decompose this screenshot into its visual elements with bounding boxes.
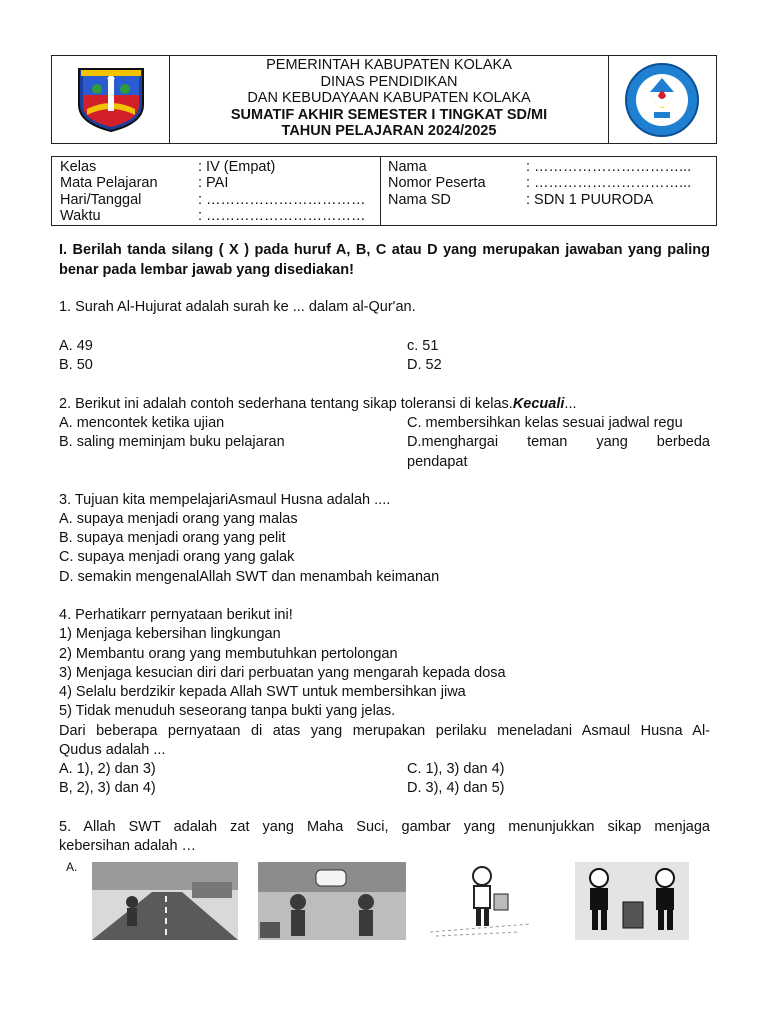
exam-title: SUMATIF AKHIR SEMESTER I TINGKAT SD/MI <box>230 106 548 123</box>
children-throwing-trash-icon <box>575 862 689 940</box>
q2-option-c[interactable]: C. membersihkan kelas sesuai jadwal regu <box>407 415 683 431</box>
label-nama: Nama <box>388 159 427 175</box>
value-waktu[interactable]: : …………………………… <box>198 208 366 224</box>
header-title-block <box>170 56 608 144</box>
question-2-main: 2. Berikut ini adalah contoh sederhana tentang sikap toleransi di kelas. <box>59 396 513 412</box>
question-1-text: 1. Surah Al-Hujurat adalah surah ke ... dalam al-Qur'an. <box>59 299 416 315</box>
q4-question-line-1: Dari beberapa pernyataan di atas yang merupakan perilaku meneladani Asmaul Husna Al- <box>59 723 710 739</box>
q1-option-d[interactable]: D. 52 <box>407 357 442 373</box>
q2-option-d-continued: pendapat <box>407 454 468 470</box>
q5-picture-b[interactable] <box>258 862 406 940</box>
label-hari-tanggal: Hari/Tanggal <box>60 192 142 208</box>
header-line-1: PEMERINTAH KABUPATEN KOLAKA <box>266 57 512 73</box>
q4-statement-4: 4) Selalu berdzikir kepada Allah SWT untuk membersihkan jiwa <box>59 684 466 700</box>
label-nomor-peserta: Nomor Peserta <box>388 175 486 191</box>
question-3-text: 3. Tujuan kita mempelajariAsmaul Husna adalah .... <box>59 492 391 508</box>
q5-picture-c[interactable] <box>420 862 540 940</box>
value-nama[interactable]: : …………………………... <box>526 159 692 175</box>
info-divider <box>380 157 381 225</box>
value-hari-tanggal[interactable]: : …………………………… <box>198 192 366 208</box>
header-line-3: DAN KEBUDAYAAN KABUPATEN KOLAKA <box>247 90 531 106</box>
question-2-text <box>59 395 710 414</box>
value-kelas: : IV (Empat) <box>198 159 276 175</box>
q3-option-c[interactable]: C. supaya menjadi orang yang galak <box>59 549 295 565</box>
question-5-line-1: 5. Allah SWT adalah zat yang Maha Suci, gambar yang menunjukkan sikap menjaga <box>59 819 710 835</box>
child-carrying-bucket-icon <box>420 862 540 940</box>
question-2-emphasis: Kecuali <box>512 396 565 412</box>
exam-header <box>51 55 717 144</box>
value-mata-pelajaran: : PAI <box>198 175 229 191</box>
kolaka-regency-crest-icon <box>75 65 147 133</box>
q4-statement-5: 5) Tidak menuduh seseorang tanpa bukti yang jelas. <box>59 703 396 719</box>
q4-question-line-2: Qudus adalah ... <box>59 742 166 758</box>
q5-picture-a[interactable] <box>92 862 238 940</box>
student-info-box <box>51 156 717 226</box>
question-2-end: ... <box>564 396 577 412</box>
label-mata-pelajaran: Mata Pelajaran <box>60 175 158 191</box>
q1-option-a[interactable]: A. 49 <box>59 338 93 354</box>
header-line-2: DINAS PENDIDIKAN <box>320 73 458 90</box>
right-logo-cell <box>608 56 716 143</box>
left-logo-cell <box>52 56 170 143</box>
q3-option-d[interactable]: D. semakin mengenalAllah SWT dan menambah keimanan <box>59 569 440 585</box>
section-instruction: I. Berilah tanda silang ( X ) pada huruf A, B, C atau D yang merupakan jawaban yang paling benar pada lembar jawab yang disediakan! <box>59 242 710 278</box>
q1-option-c[interactable]: c. 51 <box>407 338 439 354</box>
label-kelas: Kelas <box>60 159 97 175</box>
q4-option-b[interactable]: B, 2), 3) dan 4) <box>59 780 156 796</box>
label-nama-sd: Nama SD <box>388 192 451 208</box>
q3-option-b[interactable]: B. supaya menjadi orang yang pelit <box>59 530 286 546</box>
q4-statement-2: 2) Membantu orang yang membutuhkan pertolongan <box>59 646 398 662</box>
label-waktu: Waktu <box>60 208 101 224</box>
q3-option-a[interactable]: A. supaya menjadi orang yang malas <box>59 511 298 527</box>
q2-option-a[interactable]: A. mencontek ketika ujian <box>59 415 225 431</box>
q5-option-a-label: A. <box>66 860 78 874</box>
q2-option-b[interactable]: B. saling meminjam buku pelajaran <box>59 434 285 450</box>
q5-picture-d[interactable] <box>575 862 689 940</box>
q4-statement-1: 1) Menjaga kebersihan lingkungan <box>59 626 281 642</box>
value-nama-sd: : SDN 1 PUURODA <box>526 192 654 208</box>
q4-option-c[interactable]: C. 1), 3) dan 4) <box>407 761 505 777</box>
road-cleaning-scene-icon <box>92 862 238 940</box>
q2-option-d[interactable]: D.menghargai teman yang berbeda <box>407 434 710 450</box>
question-5-line-2: kebersihan adalah … <box>59 838 197 854</box>
q1-option-b[interactable]: B. 50 <box>59 357 93 373</box>
q4-option-a[interactable]: A. 1), 2) dan 3) <box>59 761 156 777</box>
q4-option-d[interactable]: D. 3), 4) dan 5) <box>407 780 505 796</box>
academic-year: TAHUN PELAJARAN 2024/2025 <box>281 123 497 139</box>
value-nomor-peserta[interactable]: : …………………………... <box>526 175 692 191</box>
question-4-text: 4. Perhatikarr pernyataan berikut ini! <box>59 607 293 623</box>
tut-wuri-handayani-logo-icon <box>624 62 700 138</box>
q4-statement-3: 3) Menjaga kesucian diri dari perbuatan yang mengarah kepada dosa <box>59 665 506 681</box>
children-talking-scene-icon <box>258 862 406 940</box>
